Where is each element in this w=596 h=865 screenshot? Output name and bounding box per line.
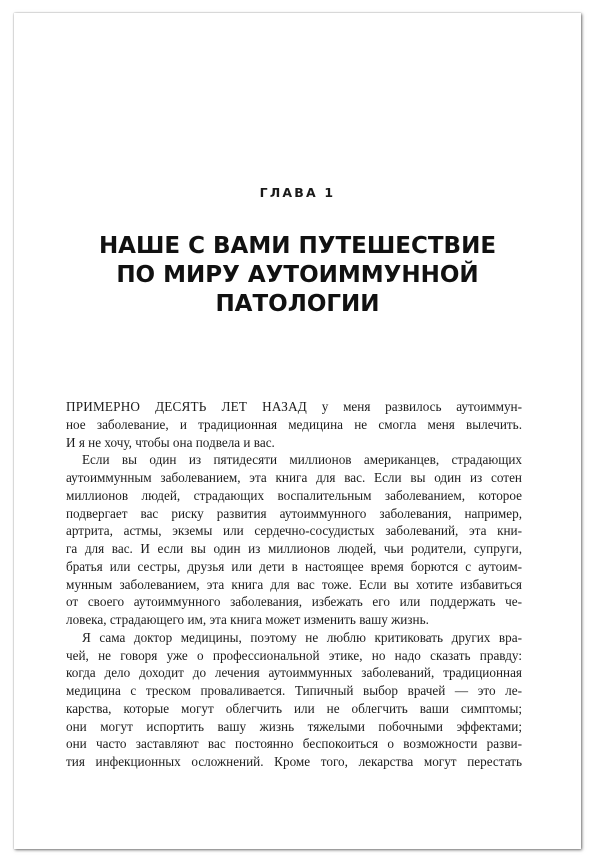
text-line: мунным заболеванием, эта книга для вас тоже. Если вы хотите избавиться bbox=[66, 576, 522, 592]
text-line: Я сама доктор медицины, поэтому не люблю критиковать других вра- bbox=[82, 629, 522, 645]
lead-caps: ПРИМЕРНО ДЕСЯТЬ ЛЕТ НАЗАД bbox=[66, 399, 307, 414]
text-line: медицина с треском проваливается. Типичный выбор врачей — это ле- bbox=[66, 683, 522, 698]
text-line: они могут испортить вашу жизнь тяжелыми побочными эффектами; bbox=[66, 718, 522, 734]
text-line: ловека, страдающего им, эта книга может изменить вашу жизнь. bbox=[66, 612, 429, 627]
text-line: тия инфекционных осложнений. Кроме того, лекарства могут перестать bbox=[66, 754, 522, 769]
text-line: братья или сестры, друзья или дети в настоящее время борются с аутоим- bbox=[66, 558, 522, 574]
text-line: Если вы один из пятидесяти миллионов американцев, страдающих bbox=[82, 452, 522, 468]
text-line: от своего аутоиммунного заболевания, избежать его или поддержать че- bbox=[66, 594, 522, 610]
text-line: артрита, астмы, экземы или сердечно-сосудистых заболеваний, эта кни- bbox=[66, 523, 522, 539]
chapter-title bbox=[14, 232, 581, 319]
text-line: чей, не говоря уже о профессиональной этике, но надо сказать правду: bbox=[66, 647, 522, 663]
body-text bbox=[66, 398, 522, 771]
paragraph-3 bbox=[66, 629, 522, 771]
paragraph-2 bbox=[66, 451, 522, 629]
chapter-title-line: НАШЕ С ВАМИ ПУТЕШЕСТВИЕ bbox=[98, 233, 497, 259]
text-line: когда дело доходит до лечения аутоиммунных заболеваний, традиционная bbox=[66, 665, 522, 681]
text-line: миллионов людей, страдающих воспалительным заболеванием, которое bbox=[66, 487, 522, 503]
chapter-title-line: ПАТОЛОГИИ bbox=[215, 291, 380, 317]
text-line bbox=[66, 398, 522, 416]
text-line: подвергает вас риску развития аутоиммунного заболевания, например, bbox=[66, 505, 522, 521]
paragraph-1 bbox=[66, 398, 522, 451]
text-line: И я не хочу, чтобы она подвела и вас. bbox=[66, 434, 275, 450]
chapter-label: ГЛАВА 1 bbox=[259, 185, 336, 200]
text-line: они часто заставляют вас постоянно беспокоиться о возможности разви- bbox=[66, 736, 522, 752]
text-run: у меня развилось аутоиммун- bbox=[306, 399, 522, 414]
text-line: ное заболевание, и традиционная медицина не смогла меня вылечить. bbox=[66, 416, 522, 432]
text-line: карства, которые могут облегчить или не облегчить ваши симптомы; bbox=[66, 700, 522, 716]
text-line: га для вас. И если вы один из миллионов людей, чьи родители, супруги, bbox=[66, 541, 522, 556]
book-page bbox=[14, 13, 581, 849]
chapter-title-line: ПО МИРУ АУТОИММУННОЙ bbox=[116, 262, 479, 288]
text-line: аутоиммунным заболеванием, эта книга для вас. Если вы один из сотен bbox=[66, 470, 522, 485]
